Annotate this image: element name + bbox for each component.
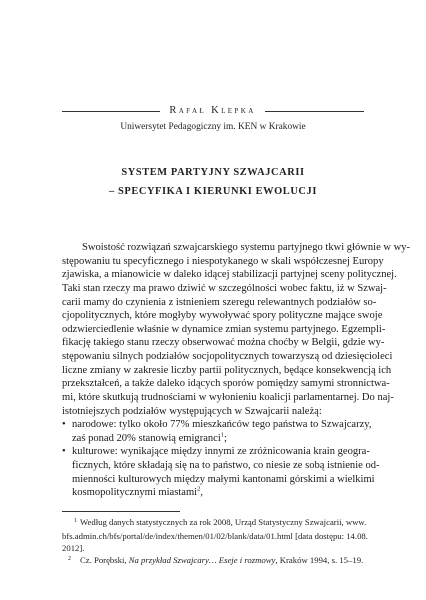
body-line: liczne zmiany w zakresie liczby partii politycznych, będące konsekwencją ich	[62, 364, 392, 376]
article-title	[0, 163, 426, 201]
list-item-text: kulturowe: wynikające między innymi ze zróżnicowania krain geogra-	[72, 446, 370, 458]
list-item-punct: ,	[200, 487, 203, 499]
footnote-ref: 2	[197, 485, 201, 493]
footnote-number: 2	[68, 556, 71, 562]
list-item	[62, 445, 380, 500]
body-line: fikację takiego stanu rzeczy obserwować można choćby w Belgii, gdzie wy-	[62, 337, 385, 349]
footnote-text: Według danych statystycznych za rok 2008, Urząd Statystyczny Szwajcarii, www.	[80, 517, 367, 527]
title-line-1: SYSTEM PARTYJNY SZWAJCARII	[121, 167, 305, 178]
body-line: odzwierciedlenie właśnie w dynamice zmian systemu partyjnego. Egzempli-	[62, 323, 386, 335]
bullet-icon: •	[62, 446, 66, 458]
body-line: mi, które skutkują trudnościami w wyłonieniu koalicji parlamentarnej. Do naj-	[62, 391, 394, 403]
footnote-1	[62, 516, 368, 554]
header-rule-right	[265, 111, 364, 112]
body-line: cjopolitycznych, które mogłyby wywoływać spory polityczne mające swoje	[62, 310, 383, 322]
bullet-icon: •	[62, 419, 66, 431]
body-text	[62, 241, 411, 500]
list-item-text: zaś ponad 20% stanowią emigranci	[72, 432, 221, 444]
body-line: zjawiska, a mianowicie w daleko idącej stabilizacji partyjnej sceny politycznej.	[62, 269, 397, 281]
footnote-book-title: Na przykład Szwajcary… Eseje i rozmowy	[128, 555, 276, 565]
list-item	[62, 418, 372, 445]
author-name: Rafał Klepka	[169, 105, 256, 116]
footnote-text: , Kraków 1994, s. 15–19.	[275, 555, 364, 565]
list-item-text: narodowe: tylko około 77% mieszkańców tego państwa to Szwajcarzy,	[72, 419, 372, 431]
footnote-separator	[62, 511, 180, 512]
list-item-text: ficznych, które składają się na to państwo, co niesie ze sobą istnienie od-	[72, 460, 380, 471]
body-line: Taki stan rzeczy ma prawo dziwić w szczególności wobec faktu, iż w Szwaj-	[62, 282, 387, 294]
body-line: stępowaniu silnych podziałów socjopolitycznych towarzyszą od dziesięcioleci	[62, 351, 393, 362]
footnote-text: bfs.admin.ch/bfs/portal/de/index/themen/01/02/blank/data/01.html [data dostępu: 14.08.	[62, 531, 368, 541]
body-line: stępowaniu tu specyficznego i niespotykanego w skali współczesnej Europy	[62, 255, 384, 267]
footnote-number: 1	[74, 518, 77, 524]
body-line: przekształceń, a także daleko idących sporów pomiędzy samymi stronnictwa-	[62, 378, 390, 390]
list-item-punct: ;	[224, 432, 227, 444]
list-item-text: kosmopolitycznymi miastami	[72, 487, 198, 499]
list-item-text: mienności kulturowych między małymi kantonami górskimi a wielkimi	[72, 473, 375, 485]
footnote-text: 2012].	[62, 543, 85, 553]
body-line: istotniejszych podziałów występujących w Szwajcarii należą:	[62, 405, 322, 417]
body-line: carii mamy do czynienia z istnieniem szeregu relewantnych podziałów so-	[62, 296, 377, 308]
body-line: Swoistość rozwiązań szwajcarskiego systemu partyjnego tkwi głównie w wy-	[82, 242, 411, 253]
footnote-ref: 1	[220, 431, 225, 439]
title-line-2: – SPECYFIKA I KIERUNKI EWOLUCJI	[109, 186, 317, 197]
footnotes	[62, 516, 368, 568]
header-rule-left	[62, 111, 160, 112]
footnote-2	[62, 554, 364, 568]
author-affiliation: Uniwersytet Pedagogiczny im. KEN w Krakowie	[120, 122, 306, 132]
footnote-text: Cz. Porębski,	[80, 555, 129, 565]
